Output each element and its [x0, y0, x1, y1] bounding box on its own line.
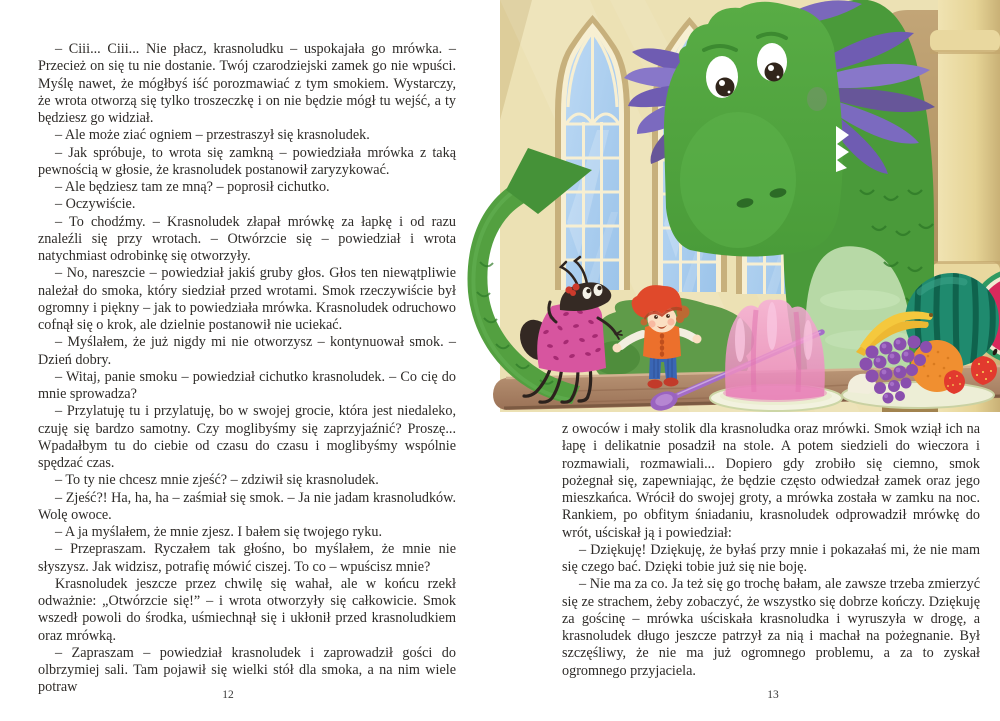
story-paragraph: – Zapraszam – powiedział krasnoludek i zaprowadził gości do olbrzymiej sali. Tam pojawił się wielki stół dla smoka, a na nim wiele potraw [38, 644, 456, 696]
story-paragraph: – Jak spróbuje, to wrota się zamkną – powiedziała mrówka z taką pewnością w głosie, że krasnoludek postanowił zaryzykować. [38, 144, 456, 178]
story-paragraph: – Witaj, panie smoku – powiedział cichutko krasnoludek. – Co cię do mnie sprowadza? [38, 368, 456, 402]
gnome-hand-left [613, 344, 622, 353]
story-paragraph: – Zjeść?! Ha, ha, ha – zaśmiał się smok. – Ja nie jadam krasnoludków. Wolę owoce. [38, 489, 456, 523]
story-paragraph: – Nie ma za co. Ja też się go trochę bałam, ale zawsze trzeba zmierzyć się ze strachem, żeby zobaczyć, że wszystko się dobrze kończy. Dziękuję za gościnę – mrówka uściskała krasnoludka i wyruszyła w drogę, a krasnoludek długo jeszcze patrzył za nią i machał na pożegnanie. Był szczęśliwy, że nie ma już ogromnego problemu, a za to zyskał ogromnego przyjaciela. [562, 576, 980, 679]
story-paragraph: – To chodźmy. – Krasnoludek złapał mrówkę za łapkę i od razu znaleźli się przy wrotach. – Otwórzcie się – powiedział i wrota natychmiast odrobinkę się otworzyły. [38, 213, 456, 264]
story-paragraph: – A ja myślałem, że mnie zjesz. I bałem się twojego ryku. [55, 524, 383, 540]
dragon-head [664, 2, 849, 257]
gnome-shoe-right [664, 378, 679, 387]
right-page-text [562, 421, 980, 680]
story-paragraph: – Przepraszam. Ryczałem tak głośno, bo myślałem, że mnie nie słyszysz. Jak widzisz, potrafię mówić ciszej. To co – wpuścisz mnie? [38, 541, 456, 575]
gnome-hand-right [693, 335, 702, 344]
story-paragraph: – Dziękuję! Dziękuję, że byłaś przy mnie i pokazałaś mi, że nie mam się czego bać. Dzięki tobie już się nie boję. [562, 541, 980, 575]
story-paragraph: – Ciii... Ciii... Nie płacz, krasnoludku – uspokajała go mrówka. – Przecież on się tu nie dostanie. Twój czarodziejski zamek go nie wpuści. Myślę nawet, że mógłbyś iść porozmawiać z tym smokiem. Wystarczy, że wrota otworzą się tylko troszeczkę i on nie będzie mógł tu wejść, a ty będziesz go widział. [38, 41, 456, 126]
gnome-shoe-left [648, 380, 663, 389]
story-paragraph: – Oczywiście. [55, 196, 136, 213]
left-page-text [38, 41, 456, 697]
story-paragraph: – Ale może ziać ogniem – przestraszył się krasnoludek. [55, 127, 370, 144]
gnome-cheek-left [648, 320, 655, 327]
page-number-right: 13 [767, 689, 779, 701]
gnome-cheek-right [667, 318, 674, 325]
page-number-left: 12 [222, 689, 234, 701]
story-illustration [440, 0, 1000, 420]
gothic-window-left [555, 15, 630, 290]
story-paragraph: Krasnoludek jeszcze przez chwilę się wahał, ale w końcu rzekł odważnie: „Otwórzcie się!” – i wrota otworzyły się całkowicie. Smok wszedł powoli do środka, uśmiechnął się i ukłonił przed krasnoludkiem oraz mrówką. [38, 575, 456, 644]
story-paragraph: – Myślałem, że już nigdy mi nie otworzysz – kontynuował smok. – Dzień dobry. [38, 334, 456, 368]
story-paragraph: – Ale będziesz tam ze mną? – poprosił cichutko. [55, 179, 330, 195]
story-paragraph: – Przylatuję tu i przylatuję, bo w swojej grocie, która jest niedaleko, czuję się bardzo samotny. Czy moglibyśmy się zaprzyjaźnić? Proszę... Wpadałbym tu do ciebie od czasu do czasu i moglibyśmy wspólnie spędzać czas. [38, 403, 456, 471]
castle-scene [440, 0, 1000, 420]
gnome-hair-left [641, 319, 648, 326]
story-paragraph: z owoców i mały stolik dla krasnoludka oraz mrówki. Smok wziął ich na łapę i delikatnie posadził na stole. A potem siedzieli do wieczora i rozmawiali, rozmawiali... Dopiero gdy zrobiło się ciemno, smok pożegnał się, zapewniając, że będzie często odwiedzał zamek oraz jego mieszkańca. Wrócił do swojej groty, a mrówka została w zamku na noc. Rankiem, po obfitym śniadaniu, krasnoludek odprowadził mrówkę do wrót, uściskał ją i powiedział: [562, 421, 980, 541]
story-paragraph: – To ty nie chcesz mnie zjeść? – zdziwił się krasnoludek. [55, 472, 379, 489]
dragon-cheek-spot [807, 87, 827, 111]
story-paragraph: – No, nareszcie – powiedział jakiś gruby głos. Głos ten niewątpliwie należał do smoka, który siedział przed wrotami. Smok rzeczywiście był ogromny i piękny – jak to powiedziała mrówka. Krasnoludek odruchowo cofnął się o krok, ale dzielnie postanowił nie uciekać. [38, 265, 456, 333]
